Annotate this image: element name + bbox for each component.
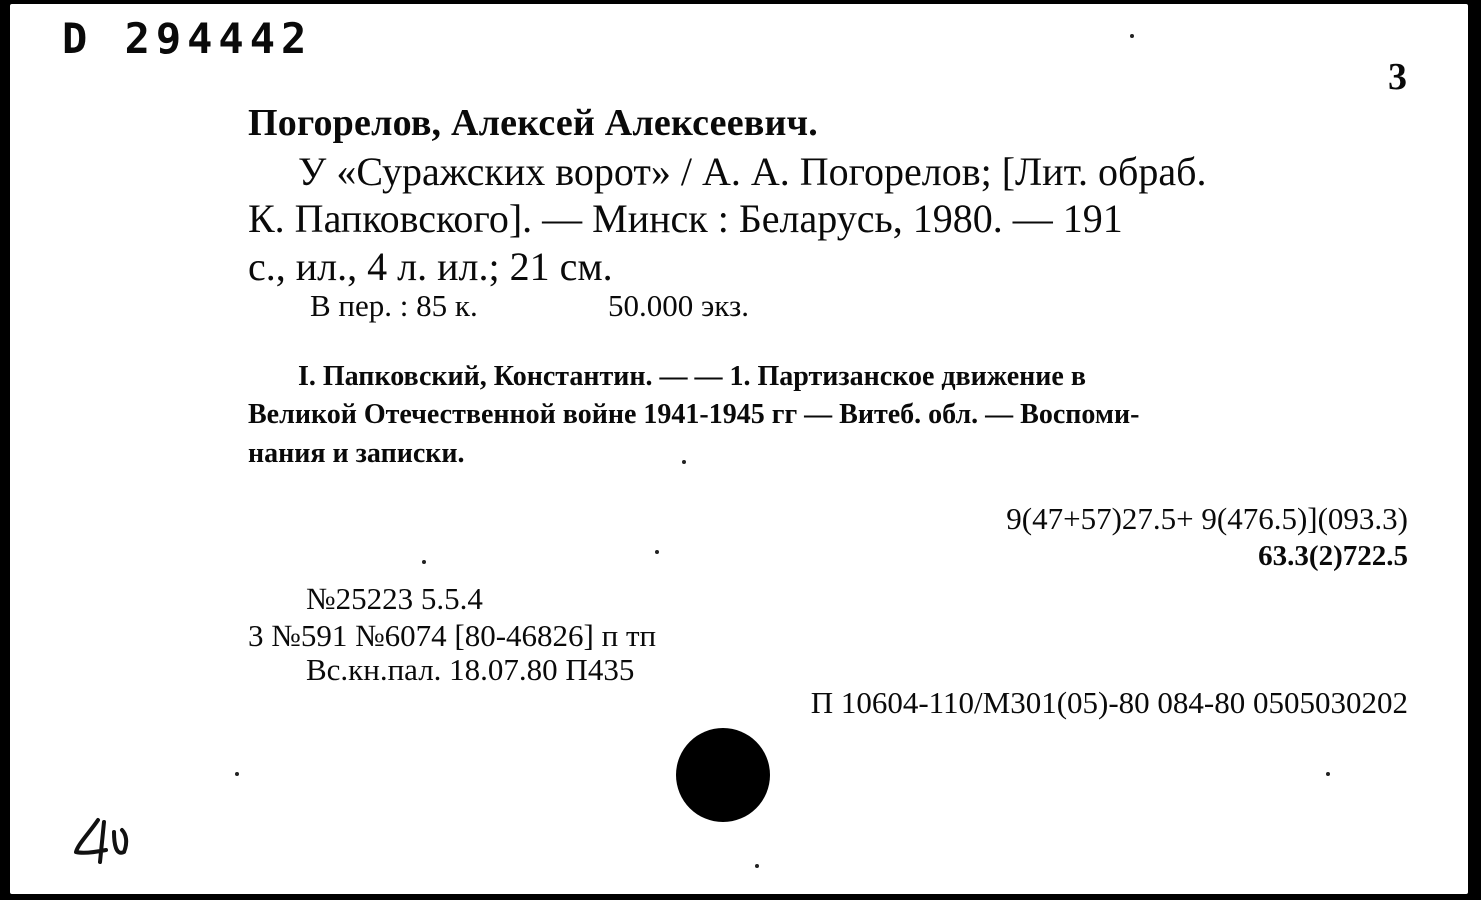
- author-heading: Погорелов, Алексей Алексеевич.: [248, 102, 818, 144]
- speck: [755, 864, 759, 868]
- handwritten-mark: [70, 812, 140, 872]
- title-line-1: У «Суражских ворот» / А. А. Погорелов; [Лит. обраб.: [298, 149, 1207, 194]
- classification-line-1: 9(47+57)27.5+ 9(476.5)](093.3): [1006, 501, 1408, 536]
- speck: [1130, 34, 1134, 38]
- speck: [1326, 772, 1330, 776]
- price: В пер. : 85 к.: [310, 288, 478, 323]
- subject-line-1: I. Папковский, Константин. — — 1. Партизанское движение в: [298, 361, 1086, 392]
- catalog-card: [10, 4, 1468, 894]
- subject-line-2: Великой Отечественной войне 1941-1945 гг — Витеб. обл. — Воспоми-: [248, 399, 1140, 430]
- accession-line-1: №25223 5.5.4: [306, 581, 483, 616]
- speck: [655, 550, 659, 554]
- speck: [422, 560, 426, 564]
- speck: [235, 772, 239, 776]
- classification-line-2: 63.3(2)722.5: [1258, 540, 1408, 572]
- accession-line-2: 3 №591 №6074 [80-46826] п тп: [248, 618, 657, 653]
- accession-line-4: П 10604-110/М301(05)-80 084-80 0505030202: [810, 685, 1408, 720]
- speck: [682, 460, 686, 464]
- subject-line-3: нания и записки.: [248, 438, 465, 469]
- call-number: D 294442: [62, 14, 313, 63]
- card-number: 3: [1388, 56, 1407, 98]
- punch-hole: [676, 728, 770, 822]
- title-line-3: с., ил., 4 л. ил.; 21 см.: [248, 244, 613, 289]
- copies: 50.000 экз.: [608, 288, 749, 323]
- title-line-2: К. Папковского]. — Минск : Беларусь, 1980. — 191: [248, 196, 1123, 241]
- accession-line-3: Вс.кн.пал. 18.07.80 П435: [306, 652, 635, 687]
